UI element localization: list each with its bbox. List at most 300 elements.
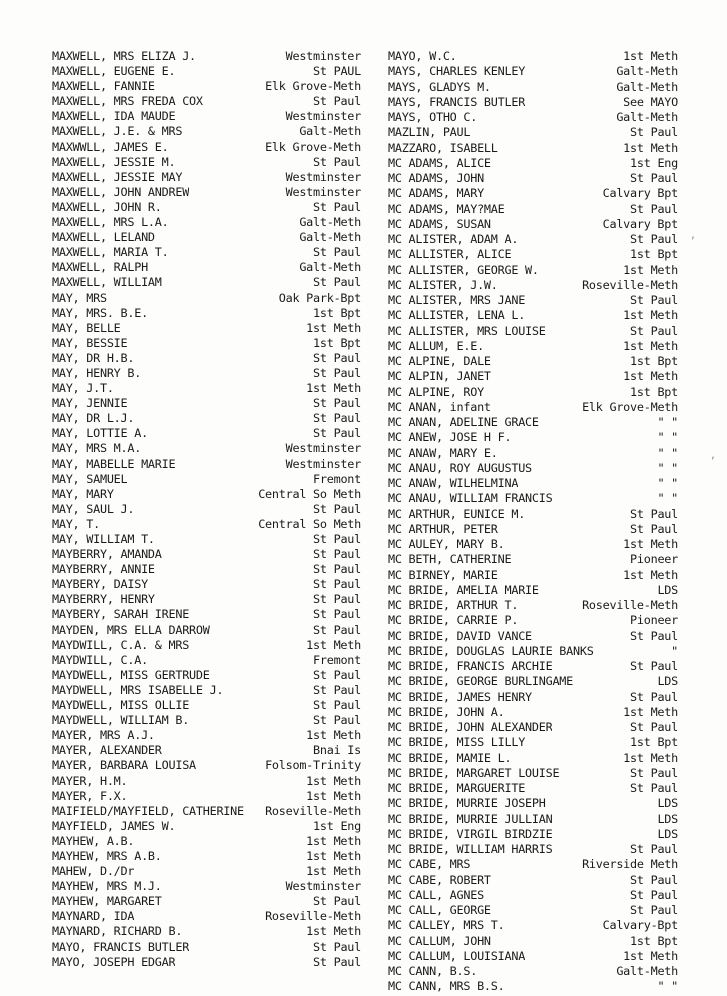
directory-entry	[388, 263, 678, 278]
entry-church: St Paul	[630, 171, 678, 185]
entry-church: Central So Meth	[258, 516, 361, 531]
entry-name: MAYDWELL, MISS OLLIE	[52, 698, 190, 713]
directory-entry	[388, 476, 678, 491]
entry-church: Westminster	[285, 441, 361, 456]
directory-entry	[388, 339, 678, 354]
directory-entry	[52, 924, 361, 939]
entry-name: MAYFIELD, JAMES W.	[52, 818, 176, 833]
directory-entry	[52, 774, 361, 789]
directory-entry	[388, 613, 678, 628]
entry-church: St Paul	[313, 607, 361, 622]
entry-name: MC BRIDE, ARTHUR T.	[388, 598, 519, 612]
directory-entry	[52, 170, 361, 185]
entry-church: St Paul	[313, 350, 361, 365]
entry-church: 1st Bpt	[313, 305, 361, 320]
entry-church: " "	[657, 430, 678, 445]
entry-name: MAYER, ALEXANDER	[52, 743, 162, 758]
directory-entry	[388, 324, 678, 339]
directory-entry	[388, 156, 678, 171]
entry-name: MC ANAN, infant	[388, 399, 491, 414]
entry-name: MC ALPIN, JANET	[388, 369, 491, 384]
entry-church: " "	[657, 460, 678, 475]
directory-entry	[388, 415, 678, 430]
entry-name: MC BRIDE, JOHN A.	[388, 704, 505, 719]
entry-name: MC BRIDE, AMELIA MARIE	[388, 582, 539, 597]
entry-church: 1st Meth	[623, 140, 678, 155]
entry-name: MAHEW, D./Dr	[52, 864, 135, 879]
entry-name: MC ALLISTER, GEORGE W.	[388, 262, 539, 277]
entry-church: LDS	[657, 811, 678, 826]
entry-name: MC ANAW, MARY E.	[388, 445, 498, 460]
directory-entry	[388, 430, 678, 445]
entry-name: MC ALISTER, J.W.	[388, 277, 498, 292]
directory-entry	[52, 623, 361, 638]
directory-entry	[52, 109, 361, 124]
entry-name: MAYBERRY, HENRY	[52, 592, 155, 607]
directory-entry	[388, 979, 678, 994]
entry-church: Oak Park-Bpt	[278, 290, 361, 305]
entry-church: 1st Meth	[623, 308, 678, 323]
entry-name: MC BETH, CATHERINE	[388, 552, 512, 567]
entry-name: MAYHEW, A.B.	[52, 833, 135, 848]
entry-church: 1st Meth	[306, 773, 361, 788]
directory-entry	[388, 308, 678, 323]
entry-church: Westminster	[285, 456, 361, 471]
entry-name: MC ALPINE, DALE	[388, 354, 491, 368]
entry-name: MC ARTHUR, PETER	[388, 521, 498, 536]
entry-name: MAYDWELL, MISS GERTRUDE	[52, 667, 210, 682]
entry-name: MC BRIDE, GEORGE BURLINGAME	[388, 674, 574, 689]
entry-church: LDS	[657, 582, 678, 597]
entry-name: MAZLIN, PAUL	[388, 125, 471, 140]
entry-church: St Paul	[313, 501, 361, 516]
entry-church: St Paul	[313, 713, 361, 728]
entry-name: MAY, MRS M.A.	[52, 441, 142, 456]
directory-entry	[52, 909, 361, 924]
entry-church: Westminster	[285, 879, 361, 894]
entry-name: MAXWWLL, JAMES E.	[52, 139, 169, 154]
directory-entry	[52, 200, 361, 215]
entry-name: MC CABE, MRS	[388, 857, 471, 872]
directory-entry	[52, 306, 361, 321]
directory-entry	[388, 400, 678, 415]
directory-entry	[388, 80, 678, 95]
entry-name: MC ALLISTER, LENA L.	[388, 308, 526, 323]
entry-name: MC BRIDE, JOHN ALEXANDER	[388, 720, 553, 734]
directory-entry	[52, 291, 361, 306]
directory-entry	[388, 537, 678, 552]
entry-church: St Paul	[313, 199, 361, 214]
directory-entry	[52, 879, 361, 894]
entry-church: St Paul	[313, 682, 361, 697]
directory-entry	[388, 751, 678, 766]
directory-entry	[388, 141, 678, 156]
directory-entry	[52, 834, 361, 849]
directory-entry	[52, 668, 361, 683]
directory-entry	[52, 64, 361, 79]
entry-church: Folsom-Trinity	[265, 758, 361, 773]
directory-entry	[52, 683, 361, 698]
entry-name: MC ARTHUR, EUNICE M.	[388, 506, 526, 521]
entry-name: MC ADAMS, MAY?MAE	[388, 201, 505, 216]
entry-church: St Paul	[313, 894, 361, 909]
directory-entry	[388, 735, 678, 750]
entry-name: MAXWELL, EUGENE E.	[52, 64, 176, 79]
entry-church: " "	[657, 979, 678, 994]
directory-entry	[388, 796, 678, 811]
entry-church: St Paul	[630, 323, 678, 338]
entry-church: Pioneer	[630, 613, 678, 628]
directory-entry	[52, 140, 361, 155]
directory-entry	[52, 336, 361, 351]
directory-entry	[388, 766, 678, 781]
entry-church: 1st Meth	[306, 381, 361, 396]
entry-name: MC BRIDE, CARRIE P.	[388, 613, 519, 628]
entry-church: "	[671, 643, 678, 658]
entry-church: St Paul	[630, 765, 678, 780]
left-column	[52, 49, 361, 970]
entry-church: Bnai Is	[313, 743, 361, 758]
directory-entry	[52, 547, 361, 562]
directory-entry	[52, 79, 361, 94]
entry-church: St Paul	[630, 201, 678, 216]
entry-name: MC CANN, B.S.	[388, 964, 478, 978]
entry-name: MAYBERRY, ANNIE	[52, 562, 155, 577]
entry-name: MC BRIDE, MURRIE JOSEPH	[388, 796, 546, 811]
entry-name: MAY, MRS	[52, 290, 107, 305]
entry-church: 1st Meth	[306, 728, 361, 743]
entry-church: Central So Meth	[258, 486, 361, 501]
directory-entry	[52, 321, 361, 336]
directory-entry	[388, 690, 678, 705]
entry-name: MAY, HENRY B.	[52, 365, 142, 380]
entry-church: Elk Grove-Meth	[265, 139, 361, 154]
entry-name: MC ANAU, ROY AUGUSTUS	[388, 460, 532, 475]
entry-name: MAYDEN, MRS ELLA DARROW	[52, 622, 210, 637]
entry-name: MAY, DR L.J.	[52, 411, 135, 426]
entry-church: Roseville-Meth	[265, 909, 361, 924]
entry-church: Roseville-Meth	[582, 277, 678, 292]
entry-name: MAY, MABELLE MARIE	[52, 456, 176, 471]
entry-church: Galt-Meth	[616, 964, 678, 978]
directory-entry	[52, 698, 361, 713]
entry-name: MC BRIDE, JAMES HENRY	[388, 689, 532, 704]
entry-church: Westminster	[285, 184, 361, 199]
entry-church: St Paul	[313, 667, 361, 682]
entry-name: MC CALL, AGNES	[388, 887, 484, 902]
entry-name: MAYDWELL, WILLIAM B.	[52, 713, 190, 728]
entry-name: MAXWELL, JOHN ANDREW	[52, 184, 190, 199]
entry-name: MC BRIDE, MARGUERITE	[388, 781, 526, 795]
scan-mark: ,	[690, 230, 697, 241]
entry-name: MC CABE, ROBERT	[388, 872, 491, 887]
entry-church: Fremont	[313, 471, 361, 486]
entry-church: St Paul	[313, 532, 361, 546]
right-column	[388, 49, 678, 995]
entry-church: St Paul	[313, 562, 361, 577]
directory-entry	[388, 781, 678, 796]
entry-name: MC ALLISTER, MRS LOUISE	[388, 323, 546, 338]
entry-name: MC CALL, GEORGE	[388, 903, 491, 917]
entry-name: MAYO, JOSEPH EDGAR	[52, 954, 176, 969]
entry-church: St Paul	[630, 521, 678, 536]
entry-church: St Paul	[630, 232, 678, 246]
entry-church: St Paul	[313, 954, 361, 969]
entry-name: MAY, JENNIE	[52, 396, 128, 411]
entry-name: MC ADAMS, ALICE	[388, 155, 491, 170]
entry-name: MAY, MARY	[52, 486, 114, 501]
entry-church: St Paul	[630, 781, 678, 795]
directory-entry	[52, 396, 361, 411]
entry-church: 1st Bpt	[630, 384, 678, 399]
entry-church: St Paul	[630, 293, 678, 307]
entry-name: MAXWELL, MARIA T.	[52, 245, 169, 260]
entry-church: 1st Bpt	[630, 247, 678, 262]
entry-church: St Paul	[630, 903, 678, 917]
directory-entry	[388, 446, 678, 461]
directory-entry	[52, 955, 361, 970]
entry-church: St Paul	[313, 426, 361, 441]
entry-name: MC ADAMS, SUSAN	[388, 216, 491, 231]
entry-church: LDS	[657, 826, 678, 841]
directory-entry	[52, 457, 361, 472]
entry-church: 1st Meth	[623, 338, 678, 353]
entry-church: Galt-Meth	[299, 230, 361, 245]
directory-entry	[388, 659, 678, 674]
entry-church: " "	[657, 491, 678, 506]
directory-entry	[388, 171, 678, 186]
entry-church: St Paul	[630, 659, 678, 673]
entry-name: MC BRIDE, DAVID VANCE	[388, 628, 532, 643]
directory-entry	[52, 260, 361, 275]
entry-name: MAY, WILLIAM T.	[52, 532, 155, 546]
entry-name: MAYO, W.C.	[388, 49, 457, 63]
directory-entry	[388, 934, 678, 949]
entry-name: MC BRIDE, MURRIE JULLIAN	[388, 811, 553, 826]
entry-church: 1st Eng	[630, 155, 678, 170]
entry-name: MAY, BESSIE	[52, 335, 128, 350]
entry-name: MC ALLISTER, ALICE	[388, 247, 512, 262]
directory-entry	[52, 185, 361, 200]
entry-name: MC ADAMS, JOHN	[388, 171, 484, 185]
directory-entry	[52, 758, 361, 773]
entry-church: " "	[657, 415, 678, 429]
entry-church: St Paul	[630, 842, 678, 856]
directory-entry	[52, 215, 361, 230]
directory-entry	[388, 644, 678, 659]
directory-entry	[52, 532, 361, 547]
directory-entry	[52, 592, 361, 607]
entry-church: 1st Meth	[306, 864, 361, 879]
entry-name: MAXWELL, JESSIE M.	[52, 154, 176, 169]
entry-name: MC CANN, MRS B.S.	[388, 979, 505, 994]
directory-entry	[388, 873, 678, 888]
entry-church: 1st Meth	[623, 750, 678, 765]
entry-name: MAY, J.T.	[52, 381, 114, 396]
entry-church: St Paul	[630, 506, 678, 521]
entry-name: MAXWELL, JOHN R.	[52, 199, 162, 214]
entry-name: MAYNARD, RICHARD B.	[52, 924, 183, 939]
directory-entry	[52, 517, 361, 532]
entry-name: MC ADAMS, MARY	[388, 186, 484, 201]
entry-name: MAYDWILL, C.A.	[52, 652, 148, 667]
entry-church: 1st Eng	[313, 818, 361, 833]
entry-church: " "	[657, 476, 678, 490]
entry-name: MC BRIDE, DOUGLAS LAURIE BANKS	[388, 643, 594, 658]
directory-entry	[52, 804, 361, 819]
entry-name: MAXWELL, MRS ELIZA J.	[52, 49, 196, 63]
entry-church: St Paul	[313, 622, 361, 637]
directory-entry	[52, 124, 361, 139]
entry-church: Elk Grove-Meth	[265, 79, 361, 94]
directory-entry	[388, 247, 678, 262]
directory-entry	[52, 49, 361, 64]
entry-name: MAZZARO, ISABELL	[388, 140, 498, 155]
entry-name: MC ANEW, JOSE H F.	[388, 430, 512, 445]
directory-entry	[388, 903, 678, 918]
entry-name: MAYER, BARBARA LOUISA	[52, 758, 196, 773]
entry-name: MAYER, MRS A.J.	[52, 728, 155, 743]
entry-church: Roseville-Meth	[265, 803, 361, 818]
entry-name: MAXWELL, JESSIE MAY	[52, 169, 183, 184]
entry-church: St Paul	[313, 245, 361, 260]
entry-church: St Paul	[313, 592, 361, 607]
directory-entry	[52, 381, 361, 396]
entry-name: MAYHEW, MRS M.J.	[52, 879, 162, 894]
directory-entry	[52, 472, 361, 487]
directory-entry	[388, 842, 678, 857]
entry-name: MAY, LOTTIE A.	[52, 426, 148, 441]
entry-church: Westminster	[285, 109, 361, 124]
directory-entry	[52, 366, 361, 381]
entry-church: 1st Meth	[306, 637, 361, 652]
entry-church: 1st Meth	[306, 320, 361, 335]
directory-entry	[388, 507, 678, 522]
entry-name: MAYS, FRANCIS BUTLER	[388, 94, 526, 109]
entry-church: 1st Meth	[306, 833, 361, 848]
entry-church: St Paul	[313, 547, 361, 562]
directory-entry	[388, 369, 678, 384]
entry-church: St Paul	[630, 872, 678, 887]
directory-entry	[388, 812, 678, 827]
entry-name: MAYNARD, IDA	[52, 909, 135, 924]
entry-church: 1st Meth	[623, 567, 678, 582]
entry-church: Calvary Bpt	[602, 186, 678, 201]
directory-entry	[388, 110, 678, 125]
entry-name: MAXWELL, RALPH	[52, 260, 148, 275]
entry-church: Elk Grove-Meth	[582, 399, 678, 414]
entry-church: 1st Meth	[623, 49, 678, 63]
entry-church: 1st Meth	[306, 924, 361, 939]
entry-name: MC CALLUM, JOHN	[388, 933, 491, 948]
entry-church: St Paul	[630, 887, 678, 902]
entry-church: Pioneer	[630, 552, 678, 567]
directory-entry	[388, 674, 678, 689]
entry-name: MAY, SAUL J.	[52, 501, 135, 516]
entry-church: Galt-Meth	[616, 79, 678, 94]
directory-entry	[388, 964, 678, 979]
directory-entry	[388, 705, 678, 720]
entry-church: LDS	[657, 674, 678, 689]
entry-church: Galt-Meth	[616, 64, 678, 79]
directory-entry	[388, 461, 678, 476]
entry-name: MAYHEW, MARGARET	[52, 894, 162, 909]
entry-church: Westminster	[285, 169, 361, 184]
directory-entry	[388, 568, 678, 583]
directory-entry	[52, 441, 361, 456]
entry-church: Galt-Meth	[299, 260, 361, 275]
entry-church: Riverside Meth	[582, 857, 678, 872]
entry-name: MAXWELL, LELAND	[52, 230, 155, 245]
entry-church: 1st Meth	[306, 788, 361, 803]
entry-name: MAXWELL, MRS FREDA COX	[52, 94, 203, 109]
entry-church: Galt-Meth	[299, 215, 361, 230]
entry-name: MAYER, F.X.	[52, 788, 128, 803]
directory-entry	[388, 186, 678, 201]
entry-church: Westminster	[285, 49, 361, 63]
entry-church: St Paul	[630, 720, 678, 734]
entry-name: MAXWELL, WILLIAM	[52, 275, 162, 290]
directory-entry	[388, 491, 678, 506]
entry-church: 1st Meth	[623, 948, 678, 963]
entry-name: MC CALLUM, LOUISIANA	[388, 948, 526, 963]
directory-entry	[388, 857, 678, 872]
entry-church: St Paul	[313, 154, 361, 169]
entry-church: 1st Meth	[623, 704, 678, 719]
directory-entry	[388, 125, 678, 140]
entry-name: MC ALISTER, MRS JANE	[388, 293, 526, 307]
entry-name: MC ALLUM, E.E.	[388, 338, 484, 353]
directory-entry	[388, 949, 678, 964]
entry-church: 1st Bpt	[630, 735, 678, 750]
entry-name: MC BRIDE, MAMIE L.	[388, 750, 512, 765]
entry-church: 1st Meth	[623, 262, 678, 277]
entry-church: St PAUL	[313, 64, 361, 79]
directory-entry	[52, 502, 361, 517]
entry-name: MC ANAW, WILHELMINA	[388, 476, 519, 490]
entry-church: Galt-Meth	[299, 124, 361, 139]
directory-entry	[52, 743, 361, 758]
directory-entry	[52, 94, 361, 109]
entry-name: MC BIRNEY, MARIE	[388, 567, 498, 582]
entry-name: MC ALPINE, ROY	[388, 384, 484, 399]
directory-entry	[388, 293, 678, 308]
directory-entry	[52, 713, 361, 728]
entry-church: Roseville-Meth	[582, 598, 678, 612]
directory-entry	[52, 351, 361, 366]
directory-entry	[52, 607, 361, 622]
entry-name: MC AULEY, MARY B.	[388, 537, 505, 551]
entry-name: MC ANAN, ADELINE GRACE	[388, 415, 539, 429]
entry-church: St Paul	[313, 365, 361, 380]
directory-entry	[52, 894, 361, 909]
directory-entry	[388, 354, 678, 369]
entry-church: St Paul	[313, 94, 361, 109]
entry-name: MAYHEW, MRS A.B.	[52, 848, 162, 863]
entry-name: MAIFIELD/MAYFIELD, CATHERINE	[52, 803, 244, 818]
directory-entry	[388, 522, 678, 537]
entry-church: See MAYO	[623, 94, 678, 109]
entry-name: MAY, MRS. B.E.	[52, 305, 148, 320]
entry-name: MAXWELL, IDA MAUDE	[52, 109, 176, 124]
entry-church: LDS	[657, 796, 678, 811]
entry-name: MC BRIDE, WILLIAM HARRIS	[388, 842, 553, 856]
entry-church: 1st Bpt	[630, 354, 678, 368]
entry-name: MAYDWILL, C.A. & MRS	[52, 637, 190, 652]
directory-entry	[388, 278, 678, 293]
entry-name: MAYBERY, SARAH IRENE	[52, 607, 190, 622]
directory-entry	[388, 49, 678, 64]
